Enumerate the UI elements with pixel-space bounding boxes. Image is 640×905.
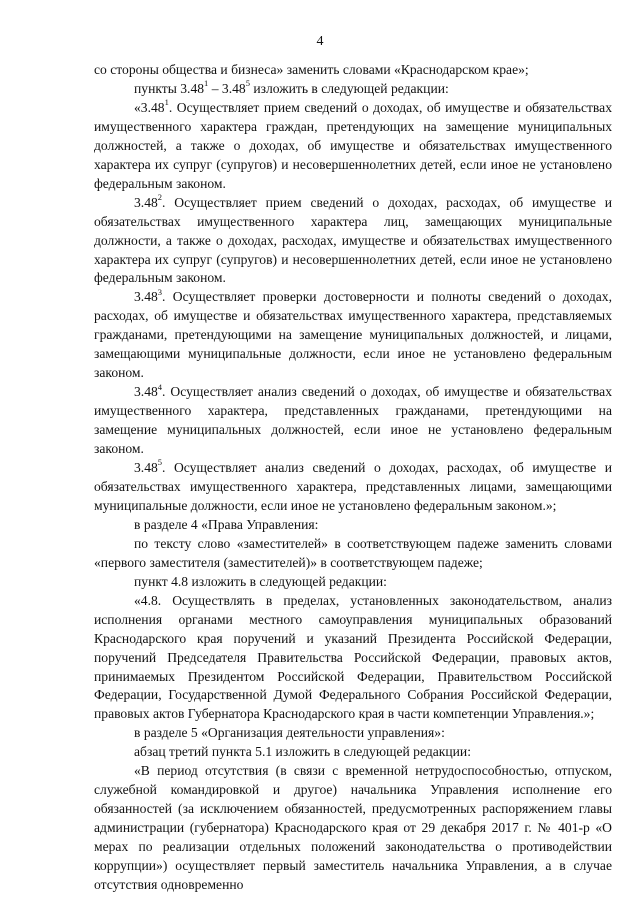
paragraph-text: – 3.48 [208, 80, 246, 96]
paragraph [94, 99, 612, 194]
paragraph-text: 3.48 [134, 384, 158, 400]
paragraph-text: . Осуществляет проверки достоверности и полноты сведений о доходах, расходах, об имуществе и обязательствах имущественного характера, представляемых гражданами, претендующими на замещение муниципальных должностей, и лицами, замещающими муниципальные должности, если иное не установлено федеральным законом. [94, 289, 612, 381]
paragraph [94, 743, 612, 762]
superscript-index: 4 [157, 381, 163, 392]
paragraph-text: со стороны общества и бизнеса» заменить словами «Краснодарском крае»; [94, 62, 529, 77]
paragraph-text: «В период отсутствия (в связи с временной нетрудоспособностью, отпуском, служебной командировкой и другое) начальника Управления исполнение его обязанностей (за исключением обязанностей, предусмотренных распоряжением главы администрации (губернатора) Краснодарского края от 29 декабря 2017 г. № 401-р «О мерах по реализации отдельных положений законодательства о противодействии коррупции») осуществляет первый заместитель начальника Управления, а в случае отсутствия одновременно [94, 763, 612, 892]
paragraph [94, 194, 612, 289]
paragraph-text: в разделе 4 «Права Управления: [134, 516, 319, 532]
superscript-index: 1 [164, 97, 169, 108]
superscript-index: 3 [157, 286, 163, 297]
paragraph [94, 516, 612, 535]
paragraph-text: по тексту слово «заместителей» в соответствующем падеже заменить словами «первого заместителя (заместителей)» в соответствующем падеже; [94, 535, 612, 570]
paragraph-text: пункт 4.8 изложить в следующей редакции: [134, 573, 387, 589]
paragraph-text: . Осуществляет прием сведений о доходах, расходах, об имуществе и обязательствах имущественного характера лиц, замещающих муниципальные должности, а также о доходах, расходах, имуществе и обязательствах имущественного характера их супруг (супругов) и несовершеннолетних детей, если иное не установлено федеральным законом. [94, 194, 612, 286]
superscript-index: 5 [157, 457, 163, 468]
document-body [94, 61, 612, 895]
paragraph [94, 724, 612, 743]
superscript-index: 5 [245, 78, 250, 89]
paragraph-text: в разделе 5 «Организация деятельности управления»: [134, 725, 445, 741]
paragraph-text: . Осуществляет анализ сведений о доходах, об имуществе и обязательствах имущественного характера, представленных гражданами, претендующими на замещение муниципальных должностей, если иное не установлено федеральным законом. [94, 384, 612, 457]
paragraph-text: абзац третий пункта 5.1 изложить в следующей редакции: [134, 744, 471, 760]
paragraph-text: 3.48 [134, 460, 158, 476]
superscript-index: 2 [157, 192, 163, 203]
paragraph [94, 592, 612, 725]
page-number: 4 [316, 34, 324, 49]
superscript-index: 1 [204, 78, 209, 89]
paragraph [94, 288, 612, 383]
paragraph-text: пункты 3.48 [134, 80, 205, 96]
paragraph-text: . Осуществляет анализ сведений о доходах, расходах, об имуществе и обязательствах имущественного характера, представленных лицами, замещающими муниципальные должности, если иное не установлено федеральным законом.»; [94, 460, 612, 513]
paragraph [94, 383, 612, 459]
paragraph [94, 80, 612, 99]
paragraph-text: «3.48 [134, 99, 165, 115]
paragraph-text: 3.48 [134, 289, 158, 305]
paragraph [94, 573, 612, 592]
paragraph [94, 535, 612, 573]
paragraph-text: 3.48 [134, 194, 158, 210]
paragraph-text: «4.8. Осуществлять в пределах, установленных законодательством, анализ исполнения органами местного самоуправления муниципальных образований Краснодарского края поручений и указаний Президента Российской Федерации, поручений Председателя Правительства Российской Федерации, правовых актов, принимаемых Президентом Российской Федерации, Правительством Российской Федерации, Государственной Думой Федерального Собрания Российской Федерации, правовых актов Губернатора Краснодарского края в части компетенции Управления.»; [94, 592, 612, 722]
paragraph-text: изложить в следующей редакции: [249, 80, 449, 96]
paragraph [94, 61, 612, 80]
paragraph-text: . Осуществляет прием сведений о доходах, об имуществе и обязательствах имущественного характера граждан, претендующих на замещение муниципальных должностей, а также о доходах, об имуществе и обязательствах имущественного характера их супруг (супругов) и несовершеннолетних детей, если иное не установлено федеральным законом. [94, 99, 612, 191]
paragraph [94, 762, 612, 895]
paragraph [94, 459, 612, 516]
